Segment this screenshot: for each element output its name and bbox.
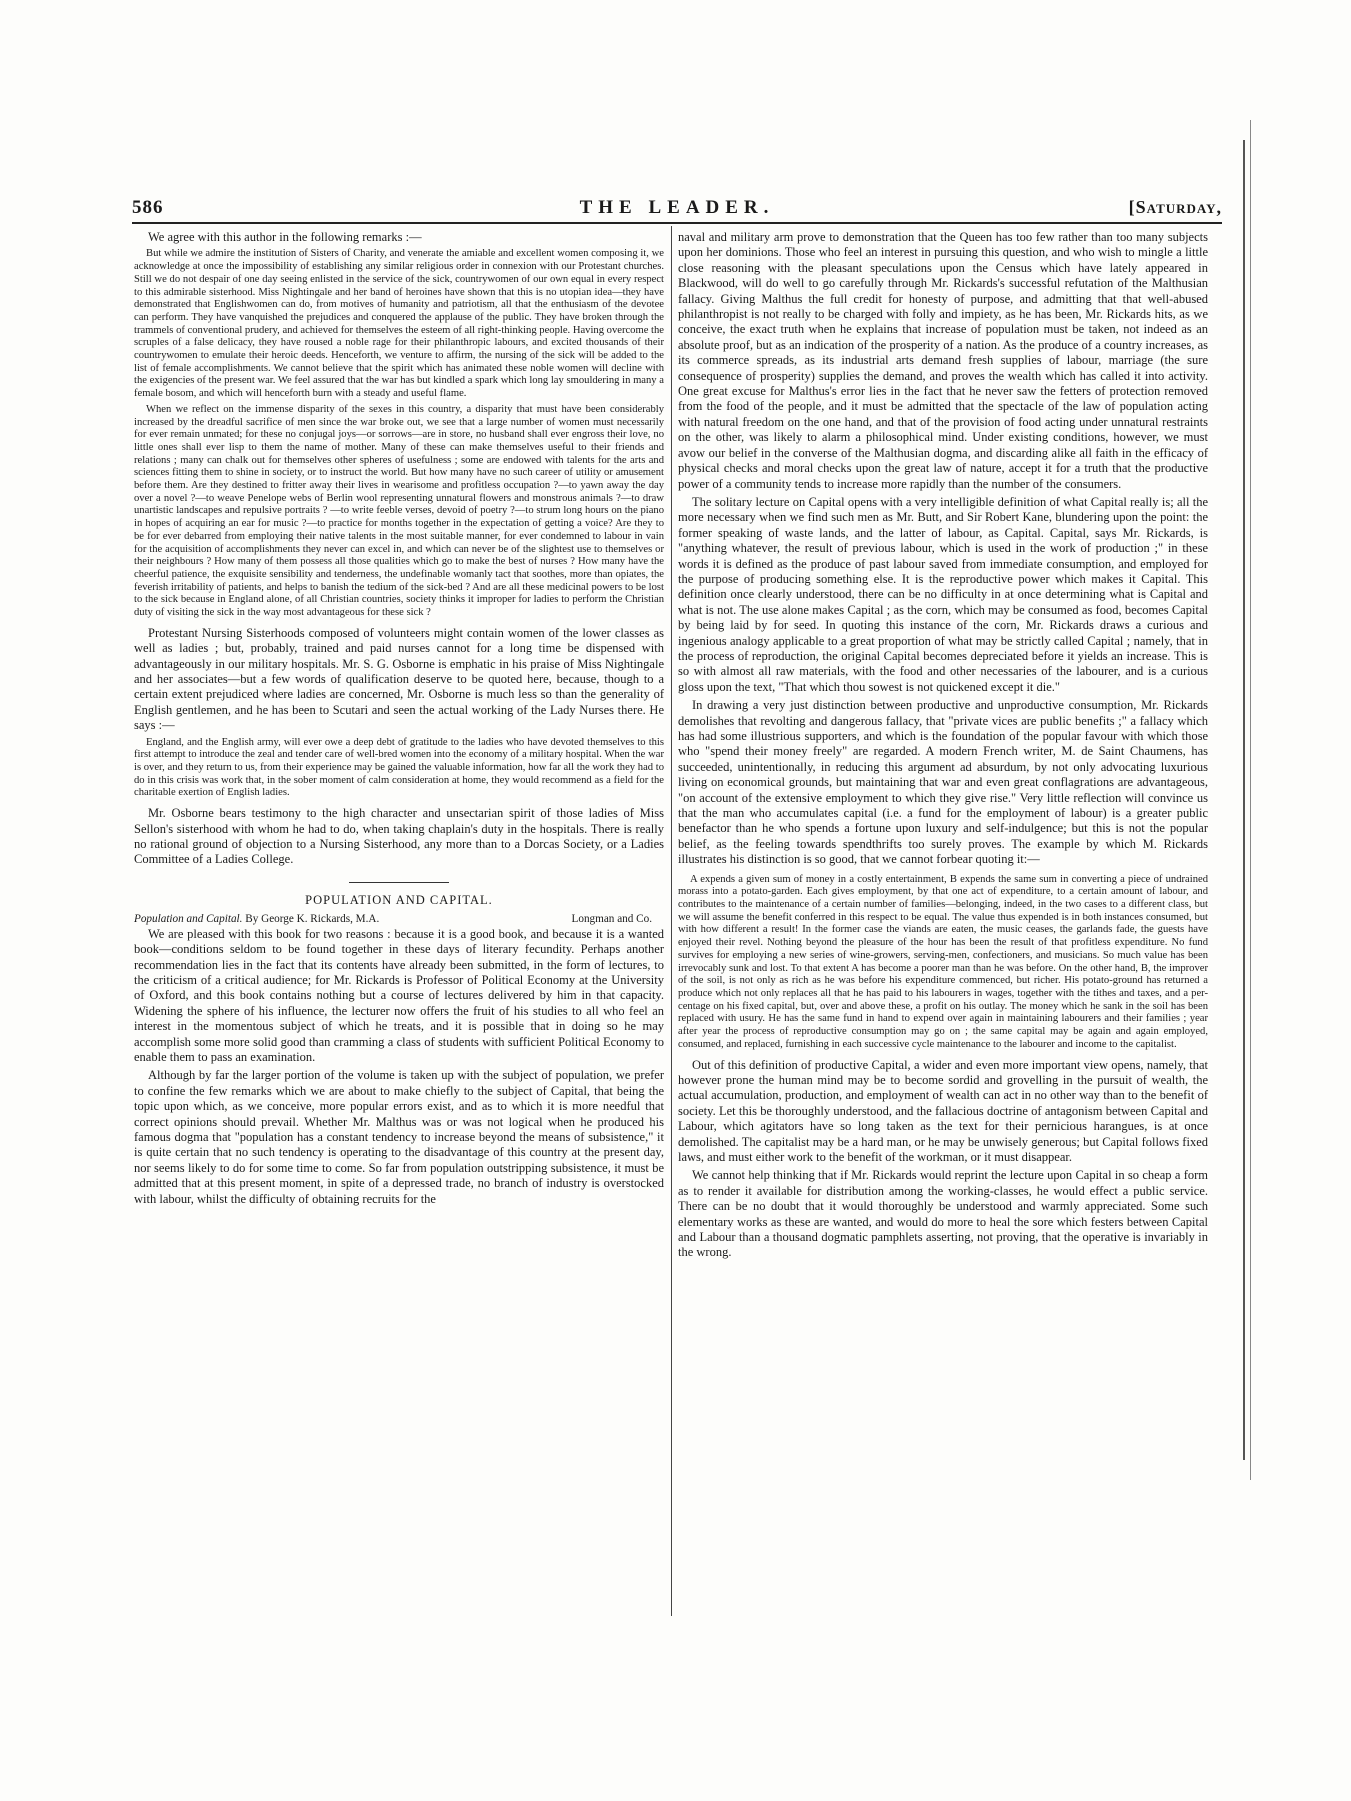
header-rule bbox=[132, 222, 1222, 224]
review-heading bbox=[134, 912, 664, 927]
review-author: By George K. Rickards, M.A. bbox=[245, 912, 380, 925]
body-paragraph: Protestant Nursing Sisterhoods composed of volunteers might contain women of the lower classes as well as ladies ; but, probably, trained and paid nurses cannot for a long time be dispensed with advantageously in our military hospitals. Mr. S. G. Osborne is emphatic in his praise of Miss Nightingale and her associates—but a few words of qualification deserve to be quoted here, because, though to a certain extent prejudiced where ladies are concerned, Mr. Osborne is much less so than the generality of English gentlemen, and he has been to Scutari and seen the actual working of the Lady Nurses there. He says :— bbox=[134, 625, 664, 733]
body-paragraph: Although by far the larger portion of the volume is taken up with the subject of population, we prefer to confine the few remarks which we are about to make chiefly to the subject of Capital, that being the topic upon which, as we conceive, more popular errors exist, and as to which it is more needful that correct opinions should prevail. Whether Mr. Malthus was or was not logical when he produced his famous dogma that "population has a constant tendency to increase beyond the means of subsistence," it is quite certain that no such tendency is operating to the disadvantage of this country at the present day, nor seems likely to do for some time to come. So far from population outstripping subsistence, it must be admitted that at this present moment, in spite of a depressed trade, no branch of industry is overstocked with labour, whilst the difficulty of obtaining recruits for the bbox=[134, 1068, 664, 1206]
section-title: POPULATION AND CAPITAL. bbox=[305, 892, 493, 907]
intro-paragraph: We agree with this author in the following remarks :— bbox=[148, 230, 422, 244]
body-paragraph: The solitary lecture on Capital opens with a very intelligible definition of what Capital really is; all the more necessary when we find such men as Mr. Butt, and Sir Robert Kane, blundering upon the point: the former speaking of waste lands, and the latter of labour, as Capital. Capital, says Mr. Rickards, is "anything whatever, the result of previous labour, which is used in the work of production ;" in these words it is defined as the produce of past labour saved from immediate consumption, and employed for the purpose of producing something else. It is the reproductive power which makes it Capital. This definition once clearly understood, there can be no difficulty in at once determining what is Capital and what is not. The use alone makes Capital ; as the corn, which may be consumed as food, becomes Capital by being laid by for seed. In quoting this instance of the corn, Mr. Rickards draws a curious and ingenious analogy applicable to a great proportion of what may be strictly called Capital ; namely, that in the process of reproduction, the original Capital becomes depreciated before it yields an increase. This is so with almost all raw materials, with the food and other necessaries of the labourer, and is a curious gloss upon the text, "That which thou sowest is not quickened except it die." bbox=[678, 494, 1208, 694]
review-title: Population and Capital. bbox=[134, 912, 243, 925]
body-paragraph: naval and military arm prove to demonstration that the Queen has too few rather than too many subjects upon her dominions. Those who feel an interest in pursuing this question, and who wish to mingle a little close reasoning with the pleasant speculations upon the Census which have lately appeared in Blackwood, will do well to go carefully through Mr. Rickards's successful refutation of the Malthusian fallacy. Giving Malthus the full credit for honesty of purpose, and admitting that that well-abused philanthropist is not really to be charged with folly and impiety, as he has been, Mr. Rickards hits, as we conceive, the exact truth when he explains that increase of population must be taken, not indeed as an absolute proof, but as an indication of the prosperity of a nation. As the produce of a country increases, as its commerce spreads, as its industrial arts demand fresh supplies of labour, marriage (the sure consequence of prosperity) supplies the demand, and proves the wealth which has called it into activity. One great excuse for Malthus's error lies in the fact that he never saw the fetters of protection removed from the food of the people, and it must be admitted that the spectacle of the law of population acting with natural freedom on the one hand, and that of the provision of food acting under unnatural restraints on the other, was likely to alarm a philosophical mind. Under existing conditions, however, we must avow our belief in the converse of the Malthusian dogma, and discarding alike all faith in the efficacy of physical checks and moral checks upon the great law of nature, accept it for a truth that the productive power of a community tends to increase more rapidly than the number of the consumers. bbox=[678, 230, 1208, 491]
body-paragraph: We are pleased with this book for two reasons : because it is a good book, and because it is a wanted book—conditions seldom to be found together in these days of literary fecundity. Perhaps another recommendation lies in the fact that its contents have already been submitted, in the form of lectures, to the criticism of a critical audience; for Mr. Rickards is Professor of Political Economy at the University of Oxford, and this book contains nothing but a course of lectures delivered by him in that capacity. Widening the sphere of his influence, the lecturer now offers the fruit of his studies to all who feel an interest in the momentous subject of which he treats, and it is possible that in doing so he may accomplish some more solid good than cramming a class of students with sufficient Political Economy to enable them to pass an examination. bbox=[134, 926, 664, 1065]
block-quote: But while we admire the institution of Sisters of Charity, and venerate the amiable and excellent women composing it, we acknowledge at once the impossibility of establishing any similar religious order in connexion with our Protestant churches. Still we do not despair of one day seeing enlisted in the service of the sick, countrywomen of our own equal in every respect to this admirable sisterhood. Miss Nightingale and her band of heroines have shown that this is no utopian idea—they have demonstrated that Englishwomen can do, from motives of humanity and patriotism, all that the enthusiasm of the devotee can perform. They have vanquished the prejudices and conquered the applause of the public. They have broken through the trammels of conventional prudery, and achieved for themselves the esteem of all right-thinking people. Having overcome the scruples of a false delicacy, they have roused a noble rage for their philanthropic labours, and excited thousands of their countrywomen to emulate their heroic deeds. Henceforth, we venture to affirm, the nursing of the sick will be added to the list of female accomplishments. We cannot believe that the spirit which has animated these noble women will decline with the exigencies of the present war. We feel assured that the war has but kindled a spark which long lay smouldering in many a female bosom, and which will henceforth burn with a steady and useful flame. bbox=[134, 248, 665, 400]
body-paragraph: We cannot help thinking that if Mr. Rickards would reprint the lecture upon Capital in so cheap a form as to render it available for distribution among the working-classes, he would effect a public service. There can be no doubt that it would thoroughly be understood and warmly appreciated. Some such elementary works as these are wanted, and would do more to heal the sore which festers between Capital and Labour than a thousand dogmatic pamphlets asserting, not proving, that the operative is invariably in the wrong. bbox=[678, 1168, 1208, 1260]
review-publisher: Longman and Co. bbox=[571, 912, 652, 925]
page-edge-line bbox=[1250, 120, 1251, 1480]
masthead-title: THE LEADER. bbox=[579, 197, 775, 218]
column-rule bbox=[671, 226, 672, 1616]
page-edge-shadow bbox=[1243, 140, 1245, 1460]
page-header bbox=[132, 197, 1222, 221]
right-column bbox=[678, 230, 1208, 1261]
block-quote: England, and the English army, will ever owe a deep debt of gratitude to the ladies who have devoted themselves to this first attempt to introduce the zeal and tender care of well-bred women into the economy of a military hospital. When the war is over, and they return to us, from their experience may be gained the valuable information, how far all the work they had to do in this crisis was work that, in the sober moment of calm consideration at home, they would recommend as a field for the charitable exertion of English ladies. bbox=[134, 736, 664, 799]
body-paragraph: Out of this definition of productive Capital, a wider and even more important view opens, namely, that however prone the human mind may be to become sordid and grovelling in the pursuit of wealth, the actual accumulation, production, and employment of wealth can act in no other way than to the benefit of society. Let this be thoroughly understood, and the fallacious doctrine of antagonism between Capital and Labour, which agitators have so long taken as the text for their pernicious harangues, is at once demolished. The capitalist may be a hard man, or he may be unwisely generous; but Capital follows fixed laws, and must either work to the benefit of the workman, or it must disappear. bbox=[678, 1057, 1208, 1164]
page-number: 586 bbox=[132, 197, 164, 218]
page-day: [Saturday, bbox=[1128, 197, 1222, 217]
block-quote: A expends a given sum of money in a costly entertainment, B expends the same sum in converting a piece of undrained morass into a potato-garden. Each gives employment, by that one act of expenditure, to a certain amount of labour, and contributes to the maintenance of a certain number of families—belonging, indeed, in the two cases to a different class, but we will assume the benefit conferred in this respect to be equal. The value thus expended is in both instances consumed, but with how different a result! In the former case the viands are eaten, the music ceases, the garlands fade, the guests have enjoyed their revel. Nothing beyond the pleasure of the hour has been the result of that profitless expenditure. No fund survives for employing a new series of wine-growers, serving-men, confectioners, and musicians. So much value has been irrevocably sunk and lost. To that extent A has become a poorer man than he was before. On the other hand, B, the improver of the soil, is not only as rich as he was before his expenditure commenced, but richer. His potato-ground has returned a produce which not only replaces all that he has paid to his labourers in wages, together with the tithes and taxes, and a per-centage on his fixed capital, but, over and above these, a profit on his outlay. The money which he sank in the soil has been replaced with usury. He has the same fund in hand to expend over again in maintaining labourers and their families ; year after year the process of reproductive consumption may go on ; the same capital may be again and again employed, consumed, and replaced, furnishing in each successive cycle maintenance to the labourer and income to the capitalist. bbox=[678, 873, 1208, 1050]
body-paragraph: In drawing a very just distinction between productive and unproductive consumption, Mr. Rickards demolishes that revolting and dangerous fallacy, that "private vices are public benefits ;" a fallacy which has had some illustrious supporters, and which is the foundation of the popular favour with which those who "spend their money freely" are regarded. A modern French writer, M. de Saint Chaumens, has succeeded, unintentionally, in reducing this argument ad absurdum, by not only advocating luxurious living on economical grounds, but maintaining that war and even great conflagrations are advantageous, "on account of the extensive employment to which they give rise." Very little reflection will convince us that the man who accumulates capital (i.e. a fund for the employment of labour) is a greater public benefactor than he who spends a fortune upon luxury and self-indulgence; but this is not the popular belief, as the feeling towards spendthrifts too surely proves. The example by which M. Rickards illustrates his distinction is so good, that we cannot forbear quoting it:— bbox=[678, 698, 1208, 867]
section-divider bbox=[349, 882, 449, 883]
left-column bbox=[134, 230, 664, 1207]
block-quote: When we reflect on the immense disparity of the sexes in this country, a disparity that must have been considerably increased by the dreadful sacrifice of men since the war broke out, we see that a large number of women must necessarily for ever remain unmated; for these no conjugal joys—or sorrows—are in store, no husband shall ever engross their love, no little ones shall ever lisp to them the name of mother. Many of these can make themselves useful to their friends and relations ; many can chalk out for themselves other spheres of usefulness ; some are endowed with talents for the arts and sciences fitting them to shine in society, or to instruct the world. But how many have no such career of utility or amusement before them. Are they destined to fritter away their lives in wearisome and profitless occupation ?—to yawn away the day over a novel ?—to weave Penelope webs of Berlin wool representing unnatural flowers and monstrous animals ?—to draw unartistic landscapes and repulsive portraits ? —to write feeble verses, devoid of poetry ?—to strum long hours on the piano in hopes of acquiring an ear for music ?—to practice for months together in the expectation of getting a voice? Are they to be for ever debarred from employing their native talents in the most suitable manner, for ever condemned to labour in vain for the acquisition of accomplishments they never can excel in, and which can never be of the slightest use to themselves or their neighbours ? How many of them possess all those qualities which go to make the best of nurses ? How many have the cheerful patience, the exquisite sensibility and tenderness, the undefinable womanly tact that soothes, more than opiates, the feverish irritability of patients, and helps to banish the tedium of the sick-bed ? And are all these medicinal powers to be lost to the sick because in England alone, of all Christian countries, society thinks it improper for ladies to perform the Christian duty of visiting the sick in the way most advantageous for these sick ? bbox=[134, 403, 664, 619]
body-paragraph: Mr. Osborne bears testimony to the high character and unsectarian spirit of those ladies of Miss Sellon's sisterhood with whom he had to do, when taking chaplain's duty in the hospitals. There is really no rational ground of objection to a Nursing Sisterhood, any more than to a Dorcas Society, or a Ladies Committee of a Ladies College. bbox=[134, 806, 664, 867]
